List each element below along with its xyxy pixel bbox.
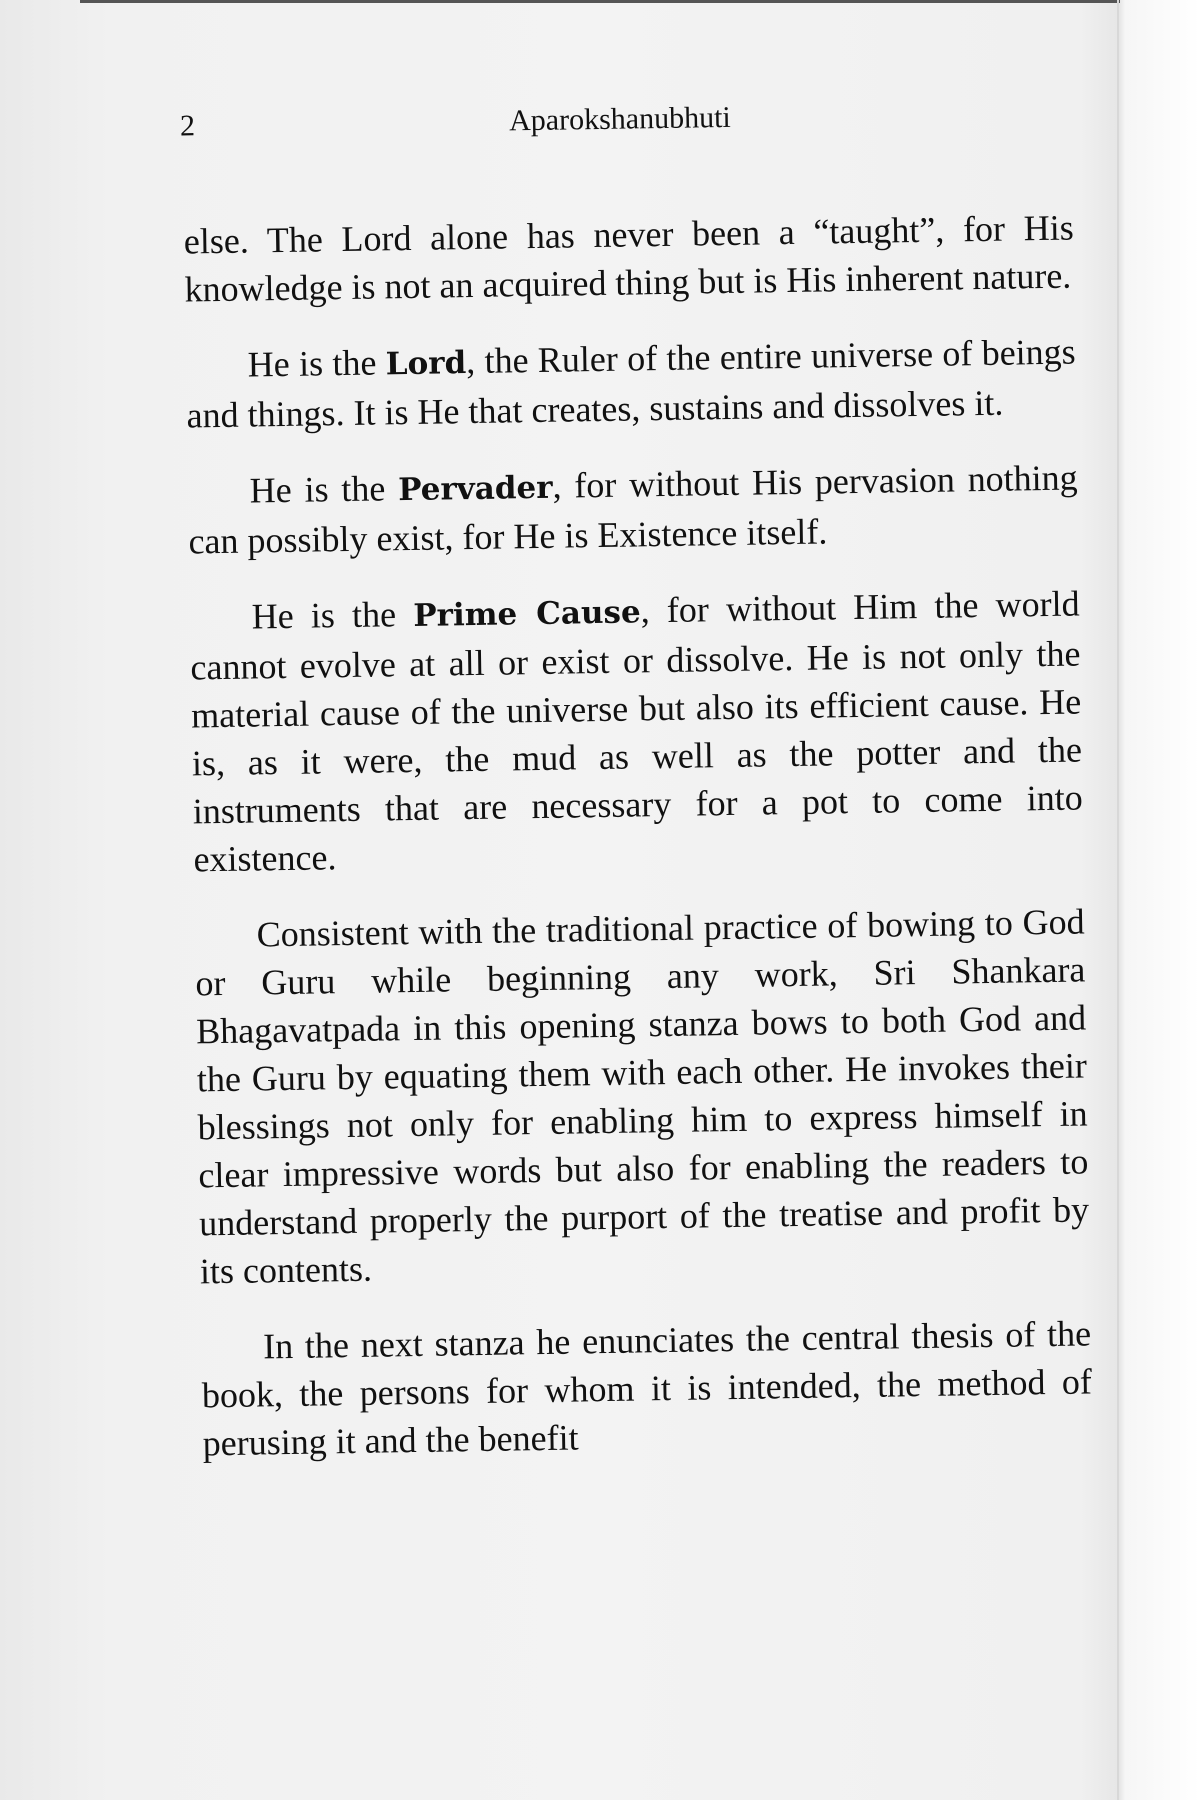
paragraph — [189, 579, 1083, 883]
paragraph-text: He is the — [249, 468, 399, 511]
page-right-edge — [1117, 0, 1119, 1800]
paragraph — [185, 328, 1076, 440]
paragraph-text: , the Ruler of the entire universe of beings and things. It is He that creates, sustains and dissolves it. — [186, 331, 1076, 436]
bold-term-lord: Lord — [385, 345, 467, 383]
page-number: 2 — [179, 109, 196, 143]
paragraph — [183, 204, 1074, 314]
paragraph-text: Consistent with the traditional practice of bowing to God or Guru while beginning any work, Sri Shankara Bhagavatpada in this opening stanza bows to both God and the Guru by equating them with each other. He invokes their blessings not only for enabling him to express himself in clear impressive words but also for enabling the readers to understand properly the purport of the treatise and profit by its contents. — [195, 901, 1090, 1292]
paragraph-text: He is the — [251, 593, 414, 637]
paragraph-text: In the next stanza he enunciates the central thesis of the book, the persons for whom it is intended, the method of perusing it and the benefit — [201, 1313, 1093, 1464]
bold-term-prime-cause: Prime Cause — [413, 594, 641, 634]
paragraph-text: , for without Him the world cannot evolve at all or exist or dissolve. He is not only the material cause of the universe but also its efficient cause. He is, as it were, the mud as well as the potter and the instruments that are necessary for a pot to come into existence. — [190, 583, 1083, 880]
book-title: Aparokshanubhuti — [508, 100, 731, 138]
paragraph-text: He is the — [247, 342, 387, 385]
page-top-edge — [80, 0, 1120, 3]
paragraph — [201, 1309, 1093, 1467]
bold-term-pervader: Pervader — [397, 469, 553, 509]
paragraph-text: , for without His pervasion nothing can possibly exist, for He is Existence itself. — [188, 457, 1078, 562]
paragraph — [187, 453, 1078, 565]
running-head — [180, 96, 1061, 150]
paragraph-text: else. The Lord alone has never been a “taught”, for His knowledge is not an acquired thing but is His inherent nature. — [183, 207, 1075, 310]
paragraph — [194, 897, 1090, 1295]
body-text — [183, 204, 1093, 1496]
